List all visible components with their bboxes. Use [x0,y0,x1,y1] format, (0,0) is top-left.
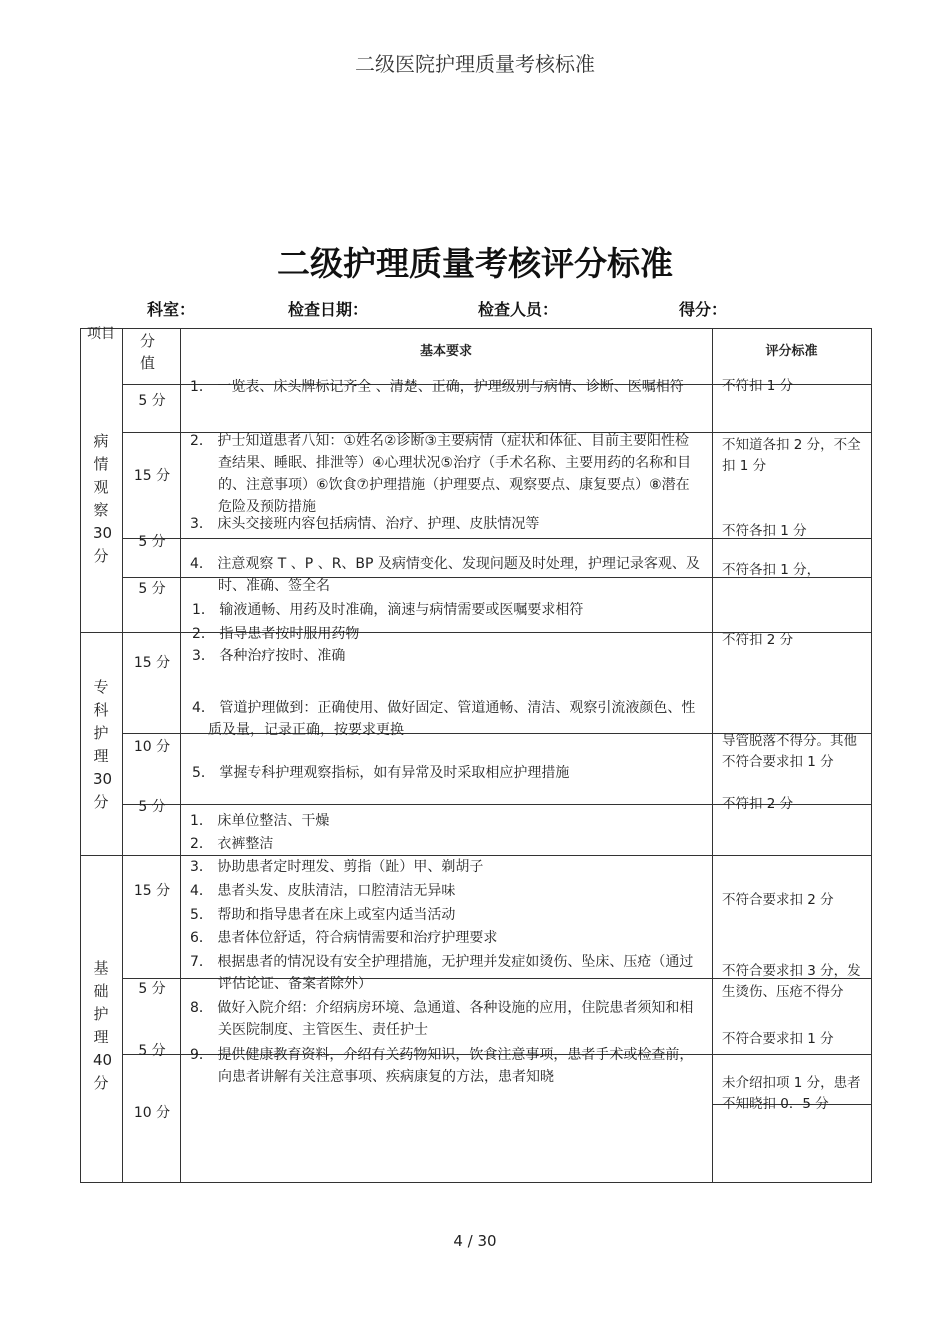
criteria-cell: 导管脱落不得分。其他不符合要求扣 1 分 [722,733,857,770]
requirement-item: 9． 提供健康教育资料，介绍有关药物知识，饮食注意事项，患者手术或检查前，向患者讲解有关注意事项、疾病康复的方法，患者知晓 [190,1047,694,1085]
header-points: 分值 [140,332,156,372]
criteria-cell: 不知道各扣 2 分，不全扣 1 分 [722,437,861,474]
criteria-cell: 不符扣 2 分 [722,632,794,648]
meta-score-label: 得分： [679,300,728,319]
requirement-item: 2． 护士知道患者八知：①姓名②诊断③主要病情（症状和体征、目前主要阳性检查结果、睡眠、排泄等）④心理状况⑤治疗（手术名称、主要用药的名称和目的、注意事项）⑥饮食⑦护理措施（护理要点、观察要点、康复要点）⑧潜在危险及预防措施 [190,433,692,515]
requirement-item: 2． 衣裤整洁 [190,836,274,852]
section-label: 专科护理30分 [93,678,113,811]
points-cell: 15 分 [133,655,171,671]
header-item: 项目 [87,326,115,342]
criteria-cell: 不符合要求扣 2 分 [722,892,834,908]
requirement-item: 4． 管道护理做到：正确使用、做好固定、管道通畅、清洁、观察引流液颜色、性质及量，记录正确，按要求更换 [192,700,696,738]
requirement-item: 2． 指导患者按时服用药物 [192,626,360,642]
requirement-item: 3． 各种治疗按时、准确 [192,648,346,664]
points-cell: 10 分 [133,739,171,755]
criteria-cell: 不符各扣 1 分， [722,562,821,578]
requirement-item: 7． 根据患者的情况设有安全护理措施，无护理并发症如烫伤、坠床、压疮（通过评估论证、备案者除外） [190,954,694,992]
requirement-item: 4． 患者头发、皮肤清洁，口腔清洁无异味 [190,883,456,899]
requirement-item: 3． 床头交接班内容包括病情、治疗、护理、皮肤情况等 [190,516,540,532]
section-label: 病情观察30分 [93,432,113,565]
criteria-cell: 不符扣 1 分 [722,378,794,394]
points-cell: 15 分 [133,468,171,484]
criteria-cell: 不符扣 2 分 [722,796,794,812]
requirement-item: 3． 协助患者定时理发、剪指（趾）甲、剃胡子 [190,859,484,875]
meta-dept-label: 科室： [147,300,196,319]
requirement-item: 4． 注意观察 T 、P 、R、BP 及病情变化、发现问题及时处理，护理记录客观、及时、准确、签全名 [190,556,700,594]
page-header: 二级医院护理质量考核标准 [355,52,595,76]
meta-date-label: 检查日期： [288,300,369,319]
header-requirement: 基本要求 [419,344,472,359]
table-border-top [80,328,872,329]
points-cell: 5 分 [138,799,166,815]
criteria-cell: 不符各扣 1 分 [722,523,807,539]
points-cell: 5 分 [138,534,166,550]
requirement-item: 1． 一览表、床头牌标记齐全 、清楚、正确，护理级别与病情、诊断、医嘱相符 [190,379,684,395]
requirement-item: 8． 做好入院介绍：介绍病房环境、急通道、各种设施的应用，住院患者须知和相关医院制度、主管医生、责任护士 [190,1000,694,1038]
section-label: 基础护理40分 [93,959,113,1092]
page-number: 4 / 30 [453,1232,497,1250]
criteria-cell: 不符合要求扣 1 分 [722,1031,834,1047]
document-title: 二级护理质量考核评分标准 [277,244,673,283]
requirement-item: 1． 床单位整洁、干燥 [190,813,330,829]
requirement-item: 5． 帮助和指导患者在床上或室内适当活动 [190,907,456,923]
meta-inspector-label: 检查人员： [478,300,559,319]
table-border-bottom [80,1182,872,1183]
points-cell: 5 分 [138,581,166,597]
points-cell: 5 分 [138,393,166,409]
requirement-item: 6． 患者体位舒适，符合病情需要和治疗护理要求 [190,930,498,946]
points-cell: 5 分 [138,981,166,997]
requirement-item: 1． 输液通畅、用药及时准确，滴速与病情需要或医嘱要求相符 [192,602,584,618]
points-cell: 15 分 [133,883,171,899]
criteria-cell: 不符合要求扣 3 分，发生烫伤、压疮不得分 [722,963,861,1000]
requirement-item: 5． 掌握专科护理观察指标，如有异常及时采取相应护理措施 [192,765,570,781]
header-criteria: 评分标准 [765,344,818,359]
points-cell: 5 分 [138,1043,166,1059]
points-cell: 10 分 [133,1105,171,1121]
criteria-cell: 未介绍扣项 1 分，患者不知晓扣 0．5 分 [722,1075,861,1112]
